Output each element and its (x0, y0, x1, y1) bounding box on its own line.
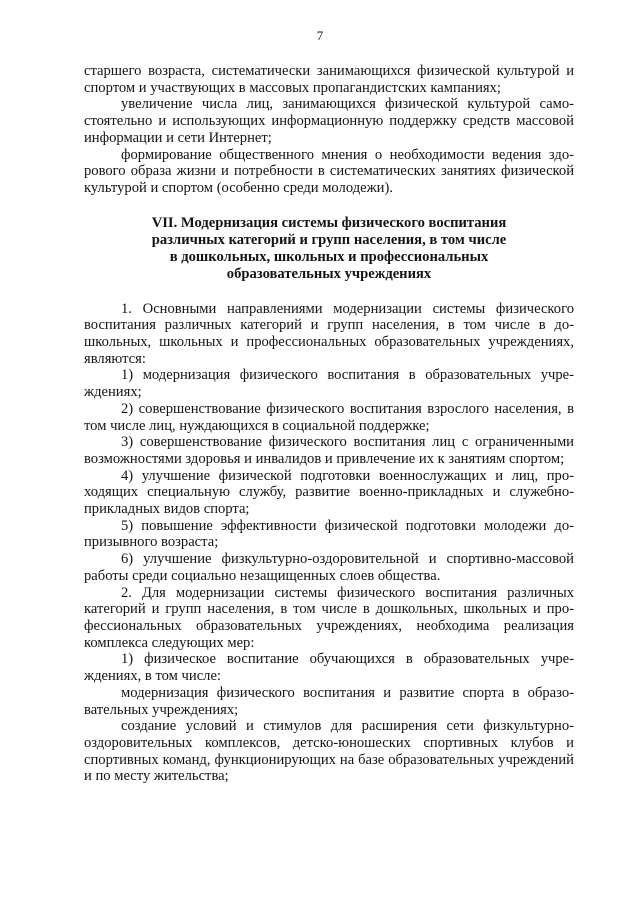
list-item: создание условий и стимулов для расширения сети физкультурно-оздоровительных комплексов, детско-юношеских спортивных клубов и спортивных команд, функционирующих на базе образовательных учреждений и по месту жительства; (84, 718, 574, 785)
page-number: 7 (316, 28, 324, 43)
section-heading-line: различных категорий и групп населения, в том числе (151, 231, 507, 248)
list-item: 1) модернизация физического воспитания в образовательных учреждениях; (84, 367, 574, 401)
list-item: 5) повышение эффективности физической подготовки молодежи допризывного возраста; (84, 517, 574, 551)
paragraph-intro-continued: старшего возраста, систематически занимающихся физической культурой и спортом и участвующих в массовых пропагандистских кампаниях; (84, 63, 574, 96)
list-item: 2) совершенствование физического воспитания взрослого населения, в том числе лиц, нуждающихся в социальной поддержке; (84, 400, 574, 434)
section-heading (84, 215, 574, 283)
section-heading-line: VII. Модернизация системы физического воспитания (151, 214, 507, 231)
list-item: 1) физическое воспитание обучающихся в образовательных учреждениях, в том числе: (84, 651, 574, 685)
document-body (84, 63, 574, 785)
list-item: 4) улучшение физической подготовки военнослужащих и лиц, проходящих специальную службу, развитие военно-прикладных и служебно-прикладных видов спорта; (84, 467, 574, 518)
paragraph-main-directions: 1. Основными направлениями модернизации системы физического воспитания различных категорий и групп населения, в том числе в дошкольных, школьных и профессиональных образовательных учреждениях, являются: (84, 300, 574, 367)
list-item: 3) совершенствование физического воспитания лиц с ограниченными возможностями здоровья и инвалидов и привлечение их к занятиям спортом; (84, 434, 574, 467)
paragraph-measures: 2. Для модернизации системы физического воспитания различных категорий и групп населения, в том числе в дошкольных, школьных и профессиональных образовательных учреждениях, необходима реализация комплекса следующих мер: (84, 584, 574, 651)
paragraph-intro: формирование общественного мнения о необходимости ведения здорового образа жизни и потребности в систематических занятиях физической культурой и спортом (особенно среди молодежи). (84, 146, 574, 196)
section-heading-line: образовательных учреждениях (226, 265, 432, 282)
section-heading-line: в дошкольных, школьных и профессиональных (169, 248, 489, 265)
list-item: модернизация физического воспитания и развитие спорта в образовательных учреждениях; (84, 684, 574, 718)
paragraph-intro: увеличение числа лиц, занимающихся физической культурой самостоятельно и использующих информационную поддержку средств массовой информации и сети Интернет; (84, 96, 574, 146)
list-item: 6) улучшение физкультурно-оздоровительной и спортивно-массовой работы среди социально незащищенных слоев общества. (84, 551, 574, 584)
